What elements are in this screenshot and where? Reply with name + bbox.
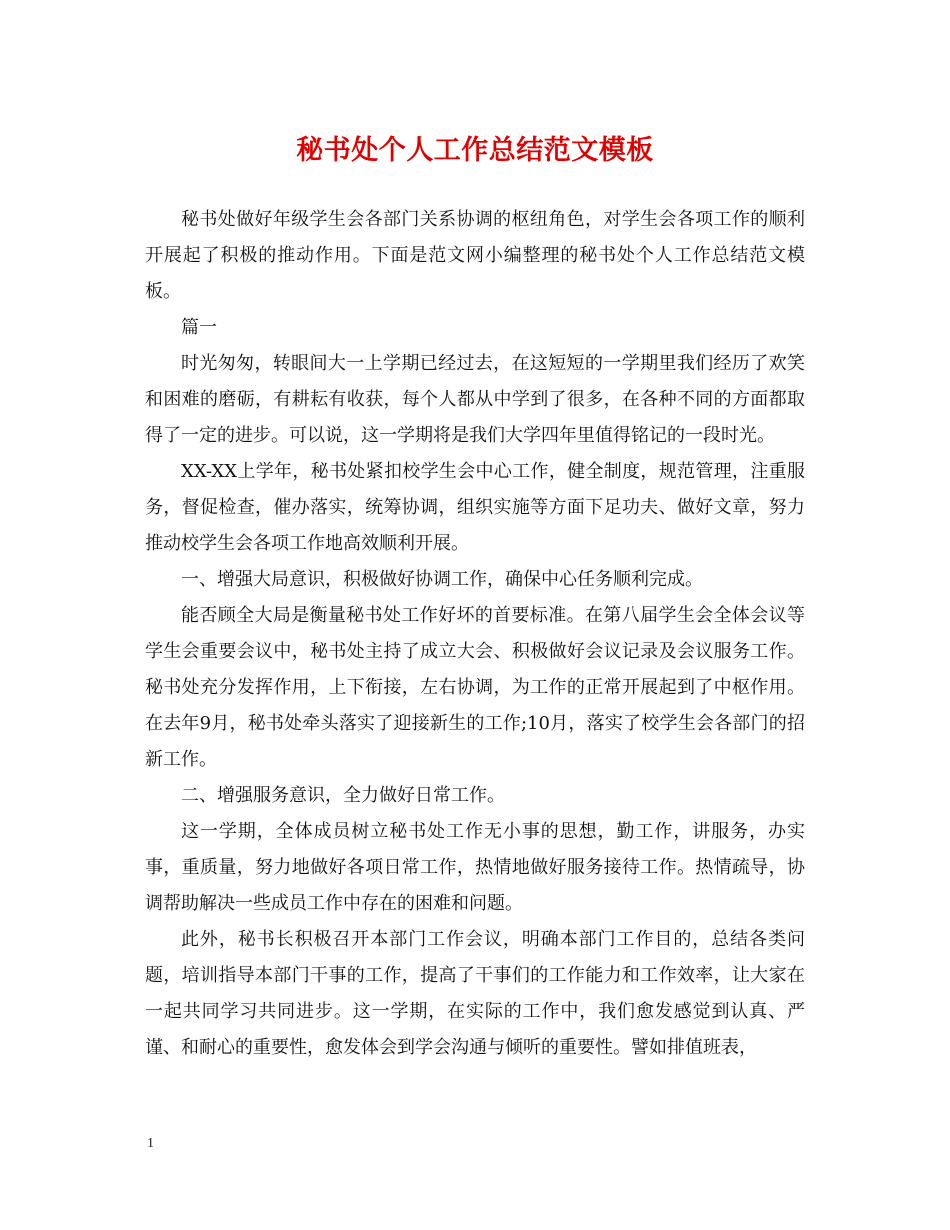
paragraph-heading-two: 二、增强服务意识，全力做好日常工作。 <box>181 785 505 806</box>
paragraph-intro: 秘书处做好年级学生会各部门关系协调的枢纽角色，对学生会各项工作的顺利开展起了积极的推动作用。下面是范文网小编整理的秘书处个人工作总结范文模板。 <box>145 209 805 302</box>
paragraph-service: 这一学期，全体成员树立秘书处工作无小事的思想，勤工作，讲服务，办实事，重质量，努力地做好各项日常工作，热情地做好服务接待工作。热情疏导，协调帮助解决一些成员工作中存在的困难和问题。 <box>145 821 805 914</box>
page-number: 1 <box>147 1136 154 1151</box>
paragraph-overall: 能否顾全大局是衡量秘书处工作好坏的首要标准。在第八届学生会全体会议等学生会重要会议中，秘书处主持了成立大会、积极做好会议记录及会议服务工作。秘书处充分发挥作用，上下衔接，左右协调，为工作的正常开展起到了中枢作用。在去年9月，秘书处牵头落实了迎接新生的工作;10月，落实了校学生会各部门的招新工作。 <box>145 605 805 770</box>
paragraph-heading-one: 一、增强大局意识，积极做好协调工作，确保中心任务顺利完成。 <box>181 569 703 590</box>
paragraph-time: 时光匆匆，转眼间大一上学期已经过去，在这短短的一学期里我们经历了欢笑和困难的磨砺，有耕耘有收获，每个人都从中学到了很多，在各种不同的方面都取得了一定的进步。可以说，这一学期将是我们大学四年里值得铭记的一段时光。 <box>145 353 805 446</box>
paragraph-year-summary: XX-XX上学年，秘书处紧扣校学生会中心工作，健全制度，规范管理，注重服务，督促检查，催办落实，统筹协调，组织实施等方面下足功夫、做好文章，努力推动校学生会各项工作地高效顺利开展。 <box>145 461 805 554</box>
document-title: 秘书处个人工作总结范文模板 <box>296 135 654 166</box>
paragraph-additional: 此外，秘书长积极召开本部门工作会议，明确本部门工作目的，总结各类问题，培训指导本部门干事的工作，提高了干事们的工作能力和工作效率，让大家在一起共同学习共同进步。这一学期，在实际的工作中，我们愈发感觉到认真、严谨、和耐心的重要性，愈发体会到学会沟通与倾听的重要性。譬如排值班表， <box>145 929 805 1058</box>
document-body <box>145 202 805 1066</box>
paragraph-section-label: 篇一 <box>181 317 217 338</box>
